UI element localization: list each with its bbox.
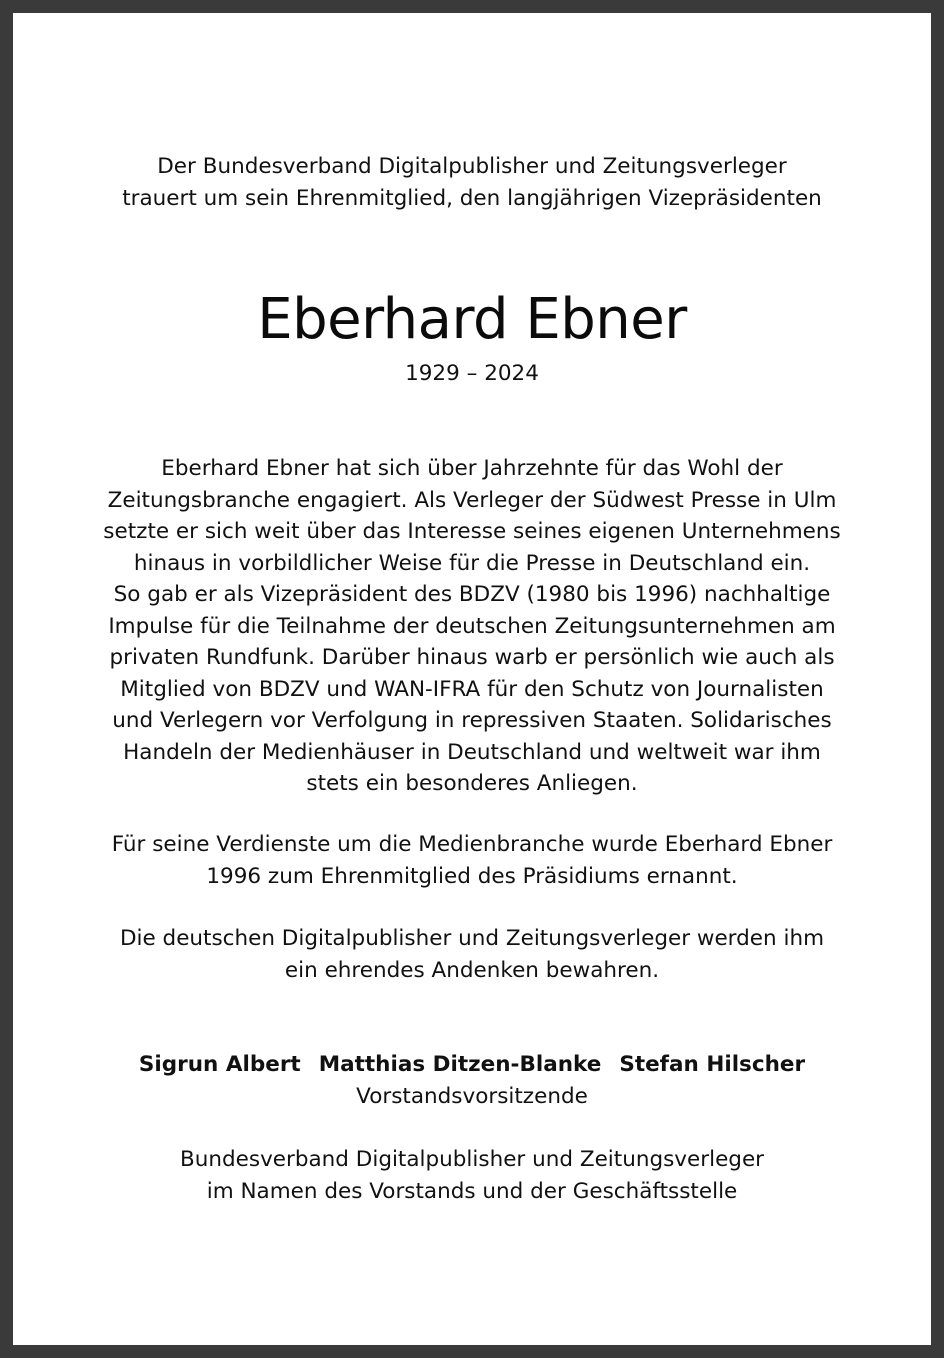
signatory-name: Sigrun Albert bbox=[138, 1052, 301, 1077]
life-dates: 1929 – 2024 bbox=[405, 361, 539, 386]
paragraph-line: Mitglied von BDZV und WAN-IFRA für den Schutz von Journalisten bbox=[120, 676, 824, 702]
remembrance-paragraph bbox=[13, 923, 931, 986]
paragraph-line: und Verlegern vor Verfolgung in repressiven Staaten. Solidarisches bbox=[112, 708, 832, 733]
honors-paragraph bbox=[13, 829, 931, 892]
paragraph-line: setzte er sich weit über das Interesse seines eigenen Unternehmens bbox=[103, 519, 841, 544]
notice-page bbox=[13, 13, 931, 1345]
paragraph-line: So gab er als Vizepräsident des BDZV (1980 bis 1996) nachhaltige bbox=[113, 582, 831, 607]
paragraph-line: Für seine Verdienste um die Medienbranche wurde Eberhard Ebner bbox=[111, 832, 833, 857]
footer-line: Bundesverband Digitalpublisher und Zeitungsverleger bbox=[179, 1147, 765, 1172]
intro-line: Der Bundesverband Digitalpublisher und Zeitungsverleger bbox=[157, 154, 787, 179]
intro-line: trauert um sein Ehrenmitglied, den langjährigen Vizepräsidenten bbox=[122, 186, 822, 211]
tribute-paragraph bbox=[13, 453, 931, 800]
paragraph-line: privaten Rundfunk. Darüber hinaus warb er persönlich wie auch als bbox=[109, 645, 835, 670]
signatory-name: Stefan Hilscher bbox=[619, 1052, 806, 1077]
paragraph-line: Handeln der Medienhäuser in Deutschland und weltweit war ihm bbox=[123, 739, 821, 765]
paragraph-line: ein ehrendes Andenken bewahren. bbox=[284, 957, 660, 983]
paragraph-line: Zeitungsbranche engagiert. Als Verleger der Südwest Presse in Ulm bbox=[107, 487, 837, 513]
signatory-role: Vorstandsvorsitzende bbox=[356, 1084, 588, 1109]
paragraph-line: Impulse für die Teilnahme der deutschen Zeitungsunternehmen am bbox=[108, 613, 836, 639]
paragraph-line: hinaus in vorbildlicher Weise für die Presse in Deutschland ein. bbox=[133, 550, 811, 576]
footer-line: im Namen des Vorstands und der Geschäftsstelle bbox=[206, 1178, 738, 1204]
paragraph-line: Eberhard Ebner hat sich über Jahrzehnte für das Wohl der bbox=[161, 456, 783, 481]
paragraph-line: Die deutschen Digitalpublisher und Zeitungsverleger werden ihm bbox=[119, 926, 825, 951]
signatory-name: Matthias Ditzen-Blanke bbox=[318, 1052, 602, 1077]
paragraph-line: stets ein besonderes Anliegen. bbox=[306, 771, 638, 796]
signatory-names bbox=[13, 1049, 931, 1080]
footer-text bbox=[13, 1144, 931, 1207]
intro-text bbox=[13, 151, 931, 215]
deceased-name: Eberhard Ebner bbox=[257, 287, 687, 352]
paragraph-line: 1996 zum Ehrenmitglied des Präsidiums ernannt. bbox=[206, 863, 738, 889]
